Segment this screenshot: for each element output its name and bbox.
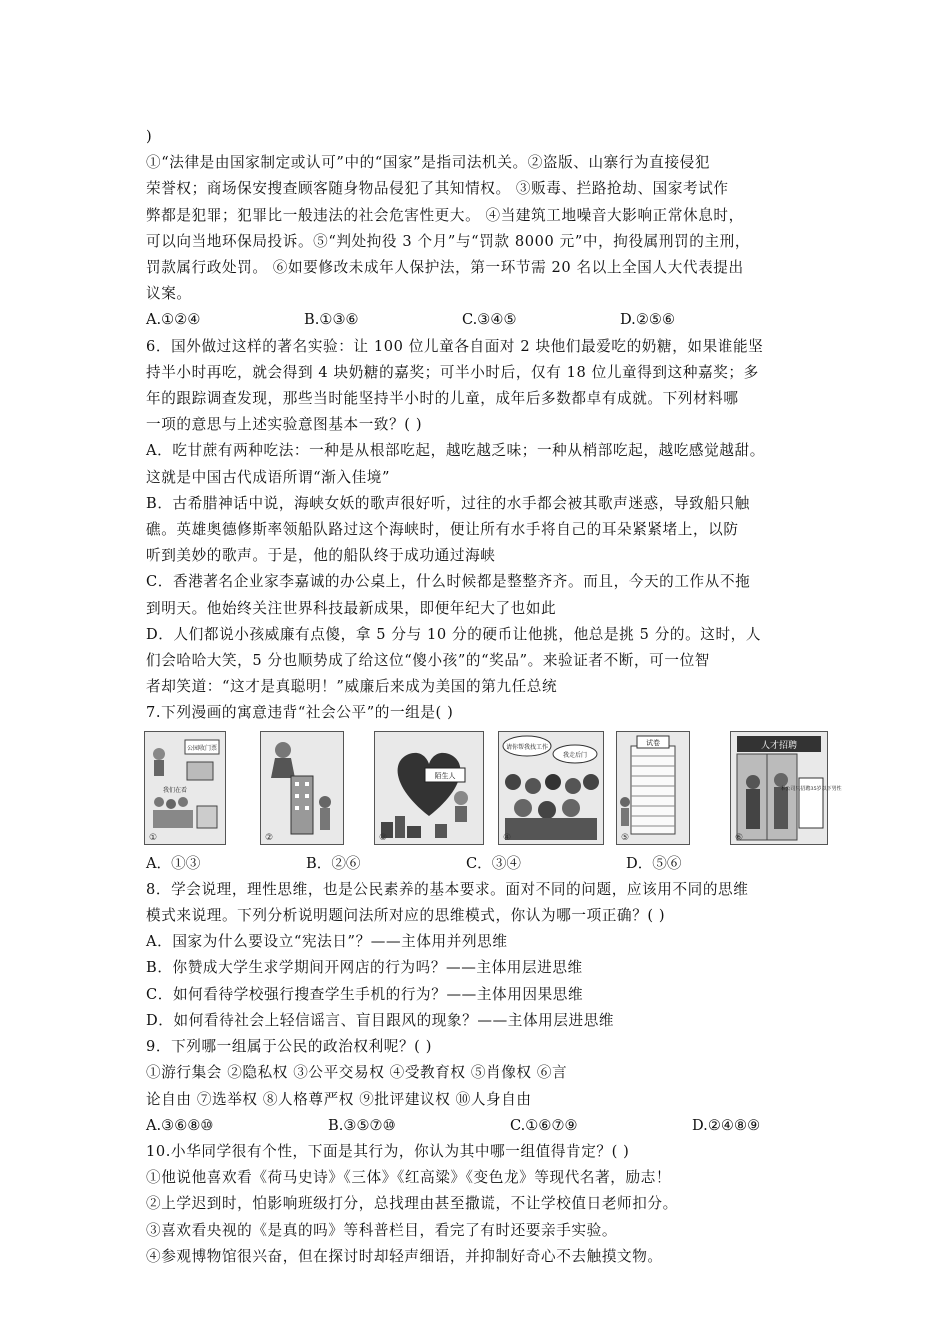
option-b: B.③⑤⑦⑩	[328, 1116, 396, 1134]
option-b: B．②⑥	[306, 854, 361, 872]
text-line: 年的跟踪调查发现，那些当时能坚持半小时的儿童，成年后多数都卓有成就。下列材料哪	[146, 390, 739, 408]
option-a: A．①③	[146, 854, 201, 872]
text-line: ①“法律是由国家制定或认可”中的“国家”是指司法机关。②盗版、山寨行为直接侵犯	[146, 154, 711, 172]
text-line: 持半小时再吃，就会得到 4 块奶糖的嘉奖；可半小时后，仅有 18 位儿童得到这种嘉奖；多	[146, 363, 759, 381]
cartoon-4-number: ④	[503, 832, 512, 843]
text-line: )	[146, 128, 153, 145]
text-line: ②上学迟到时，怕影响班级打分，总找理由甚至撒谎，不让学校值日老师扣分。	[146, 1195, 678, 1213]
exam-page	[146, 124, 842, 1270]
cartoon-3-number: ③	[379, 832, 388, 843]
text-line: 这就是中国古代成语所谓“渐入佳境”	[146, 468, 391, 486]
text-line: 6．国外做过这样的著名实验：让 100 位儿童各自面对 2 块他们最爱吃的奶糖，如果谁能坚	[146, 337, 764, 355]
text-line: 听到美妙的歌声。于是，他的船队终于成功通过海峡	[146, 547, 496, 565]
text-line: ①游行集会 ②隐私权 ③公平交易权 ④受教育权 ⑤肖像权 ⑥言	[146, 1064, 568, 1082]
text-line: D．如何看待社会上轻信谣言、盲目跟风的现象？——主体用层进思维	[146, 1011, 615, 1029]
cartoon-2-number: ②	[265, 832, 274, 843]
option-b: B.①③⑥	[304, 311, 359, 329]
option-d: D．⑤⑥	[626, 854, 682, 872]
text-line: 荣誉权；商场保安搜查顾客随身物品侵犯了其知情权。 ③贩毒、拦路抢劫、国家考试作	[146, 180, 729, 198]
cartoon-4-drawing	[499, 732, 603, 844]
cartoon-1-drawing	[145, 732, 225, 844]
cartoon-6-drawing	[731, 732, 842, 844]
question-7-options	[146, 851, 816, 877]
text-line: D．人们都说小孩威廉有点傻，拿 5 分与 10 分的硬币让他挑，他总是挑 5 分的。这时，人	[146, 625, 762, 643]
cartoon-4-bubble-2: 我走后门	[562, 751, 588, 759]
text-line: 可以向当地环保局投诉。⑤“判处拘役 3 个月”与“罚款 8000 元”中，拘役属刑罚的主刑，	[146, 232, 751, 250]
cartoon-3-drawing	[375, 732, 483, 844]
text-line: ①他说他喜欢看《荷马史诗》《三体》《红高粱》《变色龙》等现代名著，励志！	[146, 1169, 672, 1187]
text-line: B．你赞成大学生求学期间开网店的行为吗？——主体用层进思维	[146, 959, 583, 977]
cartoon-1-sign: 公园收门票	[186, 744, 218, 752]
cartoon-5-drawing	[617, 732, 689, 844]
text-line: A．吃甘蔗有两种吃法：一种是从根部吃起，越吃越乏味；一种从梢部吃起，越吃感觉越甜。	[146, 442, 765, 460]
text-line: 者却笑道：“这才是真聪明！”威廉后来成为美国的第九任总统	[146, 678, 558, 696]
text-line: 模式来说理。下列分析说明题问法所对应的思维模式，你认为哪一项正确？( )	[146, 907, 666, 925]
cartoon-2-drawing	[261, 732, 343, 844]
text-line: 9．下列哪一组属于公民的政治权利呢？( )	[146, 1038, 433, 1056]
text-line: 们会哈哈大笑，5 分也顺势成了给这位“傻小孩”的“奖品”。来验证者不断，可一位智	[146, 652, 710, 670]
cartoon-panel-1	[144, 731, 226, 845]
text-line: 论自由 ⑦选举权 ⑧人格尊严权 ⑨批评建议权 ⑩人身自由	[146, 1090, 532, 1108]
cartoon-panel-5	[616, 731, 690, 845]
text-line: B．古希腊神话中说，海峡女妖的歌声很好听，过往的水手都会被其歌声迷惑，导致船只触	[146, 494, 750, 512]
cartoon-4-bubble-1: 请你帮我找工作	[505, 743, 549, 751]
question-8-9-text	[146, 877, 816, 1113]
cartoon-panel-3	[374, 731, 484, 845]
option-c: C.③④⑤	[462, 311, 517, 329]
cartoon-panel-6	[730, 731, 842, 845]
cartoon-1-number: ①	[149, 832, 158, 843]
cartoon-1-sign-2: 我们在看	[163, 786, 188, 794]
cartoon-6-notice: 本公司只招聘35岁以下男性	[780, 785, 842, 792]
cartoon-5-number: ⑤	[621, 832, 630, 843]
text-line: 7.下列漫画的寓意违背“社会公平”的一组是( )	[146, 704, 454, 722]
cartoon-panel-2	[260, 731, 344, 845]
option-c: C．③④	[466, 854, 521, 872]
cartoon-5-label: 试卷	[646, 738, 660, 747]
option-d: D.②④⑧⑨	[692, 1116, 761, 1134]
question-10-text	[146, 1139, 816, 1270]
text-line: C．香港著名企业家李嘉诚的办公桌上，什么时候都是整整齐齐。而且，今天的工作从不拖	[146, 573, 751, 591]
text-line: A．国家为什么要设立“宪法日”？——主体用并列思维	[146, 933, 508, 951]
text-line: 8．学会说理，理性思维，也是公民素养的基本要求。面对不同的问题，应该用不同的思维	[146, 880, 749, 898]
text-line: 一项的意思与上述实验意图基本一致？( )	[146, 416, 423, 434]
question-5-text	[146, 124, 816, 307]
text-line: ④参观博物馆很兴奋，但在探讨时却轻声细语，并抑制好奇心不去触摸文物。	[146, 1247, 663, 1265]
text-line: 10.小华同学很有个性，下面是其行为，你认为其中哪一组值得肯定？( )	[146, 1142, 630, 1160]
cartoon-6-number: ⑥	[735, 832, 744, 843]
option-c: C.①⑥⑦⑨	[510, 1116, 578, 1134]
question-9-options	[146, 1113, 816, 1139]
cartoon-3-label: 陌生人	[434, 771, 456, 780]
option-a: A.③⑥⑧⑩	[146, 1116, 214, 1134]
cartoon-panel-4	[498, 731, 604, 845]
cartoon-strip	[146, 731, 842, 847]
option-d: D.②⑤⑥	[620, 311, 676, 329]
question-5-options	[146, 307, 816, 333]
text-line: C．如何看待学校强行搜查学生手机的行为？——主体用因果思维	[146, 985, 584, 1003]
text-line: 弊都是犯罪；犯罪比一般违法的社会危害性更大。 ④当建筑工地噪音大影响正常休息时，	[146, 206, 744, 224]
option-a: A.①②④	[146, 311, 201, 329]
cartoon-6-header: 人才招聘	[760, 740, 798, 751]
text-line: 礁。英雄奥德修斯率领船队路过这个海峡时，便让所有水手将自己的耳朵紧紧堵上，以防	[146, 521, 739, 539]
text-line: ③喜欢看央视的《是真的吗》等科普栏目，看完了有时还要亲手实验。	[146, 1221, 618, 1239]
text-line: 议案。	[146, 285, 192, 303]
question-6-7-text	[146, 334, 816, 727]
text-line: 到明天。他始终关注世界科技最新成果，即便年纪大了也如此	[146, 599, 557, 617]
text-line: 罚款属行政处罚。 ⑥如要修改未成年人保护法，第一环节需 20 名以上全国人大代表提出	[146, 259, 744, 277]
